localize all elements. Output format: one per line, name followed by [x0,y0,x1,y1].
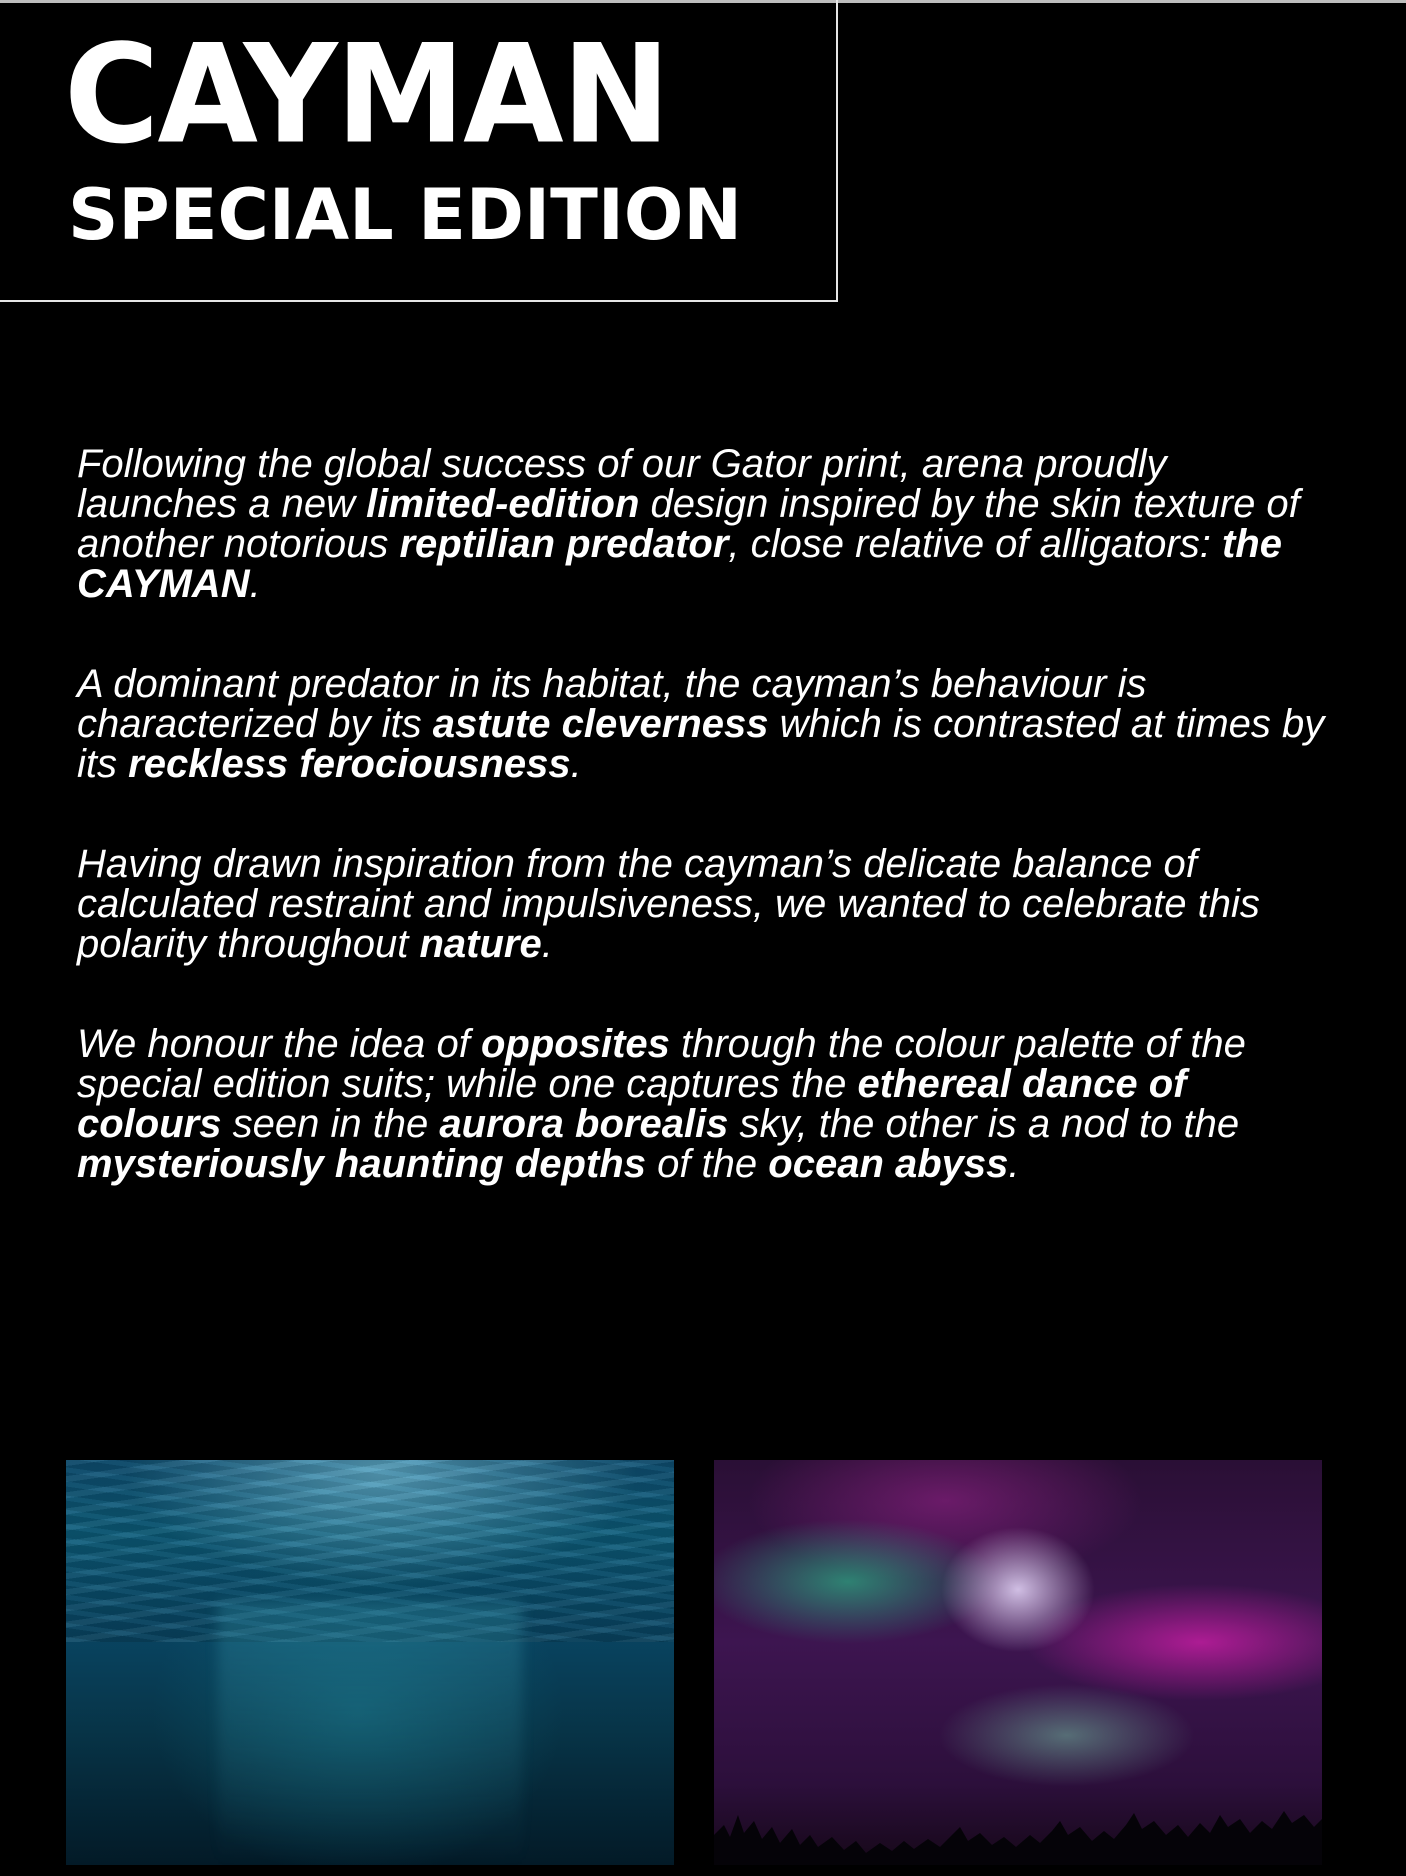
emphasis-text: reckless ferociousness [128,742,571,786]
emphasis-text: astute cleverness [432,702,769,746]
paragraph-inspiration [77,844,1337,964]
body-text-run: design inspired by the skin texture of another notorious [77,482,1300,566]
emphasis-text: aurora borealis [439,1102,729,1146]
body-text-run: We honour the idea of [77,1022,481,1066]
emphasis-text: opposites [480,1022,670,1066]
body-text-run: of the [645,1142,769,1186]
title-box [0,0,838,302]
emphasis-text: nature [419,922,542,966]
body-text-run: . [249,562,261,606]
body-text-run: sky, the other is a nod to the [728,1102,1240,1146]
body-text-run: A dominant predator in its habitat, the cayman’s behaviour is characterized by its [77,662,1147,746]
emphasis-text: reptilian predator [399,522,729,566]
body-text-run: through the colour palette of the special edition suits; while one captures the [77,1022,1246,1106]
page-title: CAYMAN [64,14,669,175]
body-text-run: which is contrasted at times by its [77,702,1325,786]
body-text-run: Following the global success of our Gator print, arena proudly launches a new [77,442,1167,526]
emphasis-text: the CAYMAN [77,522,1282,606]
underwater-light-rays [218,1602,522,1865]
body-text-run: , close relative of alligators: [728,522,1222,566]
emphasis-text: ocean abyss [768,1142,1009,1186]
emphasis-text: ethereal dance of colours [77,1062,1187,1146]
page-subtitle: SPECIAL EDITION [68,174,742,256]
body-text-run: Having drawn inspiration from the cayman’s delicate balance of calculated restraint and impulsiveness, we wanted to celebrate this polarity throughout [77,842,1260,966]
body-text-run: . [541,922,553,966]
emphasis-text: mysteriously haunting depths [77,1142,646,1186]
treeline-silhouette [714,1755,1322,1865]
body-text-run: . [1008,1142,1020,1186]
paragraph-behaviour [77,664,1337,784]
emphasis-text: limited-edition [366,482,640,526]
body-text-run: seen in the [221,1102,440,1146]
body-text-run: . [570,742,582,786]
aurora-borealis-photo [714,1460,1322,1865]
body-text [77,444,1337,1244]
ocean-abyss-photo [66,1460,674,1865]
paragraph-intro [77,444,1337,604]
paragraph-opposites [77,1024,1337,1184]
